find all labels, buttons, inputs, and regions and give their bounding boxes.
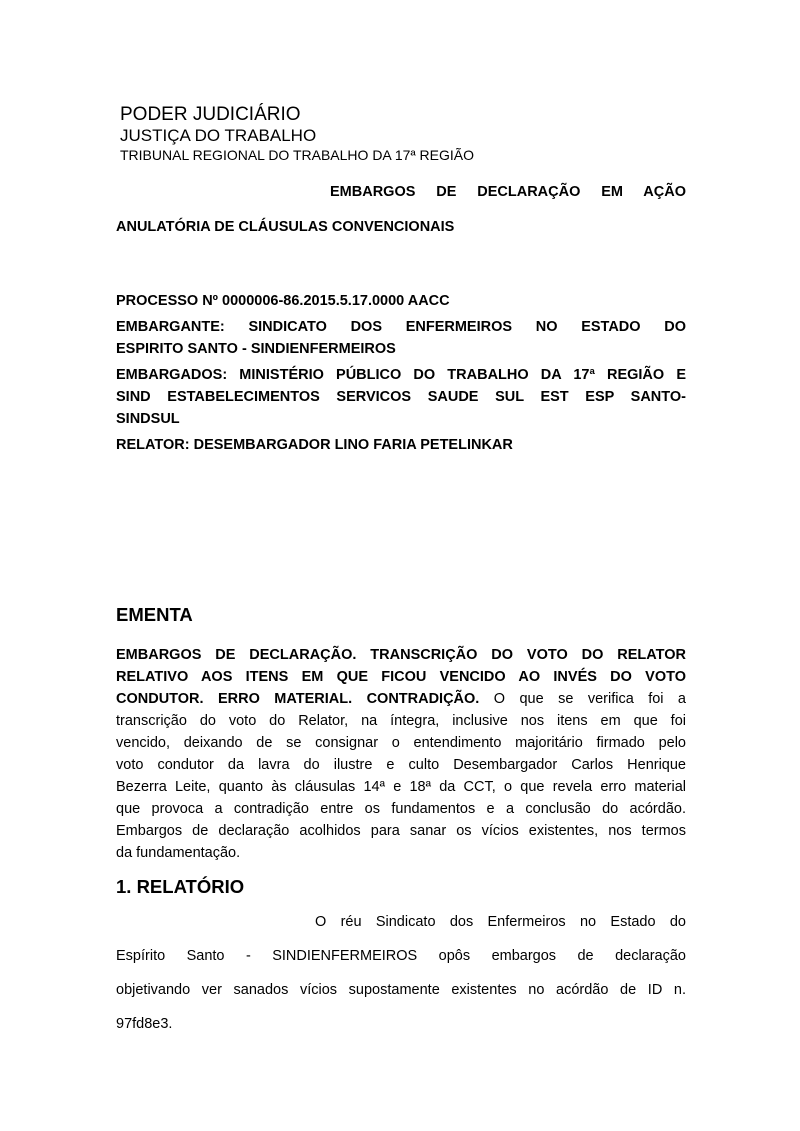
ementa-heading: EMENTA — [116, 604, 193, 625]
relator: RELATOR: DESEMBARGADOR LINO FARIA PETELINKAR — [116, 437, 513, 453]
ementa-line: RELATIVO AOS ITENS EM QUE FICOU VENCIDO AO INVÉS DO VOTO — [116, 669, 686, 685]
relatorio-heading: 1. RELATÓRIO — [116, 876, 245, 897]
ementa-line: Bezerra Leite, quanto às cláusulas 14ª e 18ª da CCT, o que revela erro material — [116, 779, 686, 795]
header-tribunal: TRIBUNAL REGIONAL DO TRABALHO DA 17ª REGIÃO — [120, 147, 474, 163]
ementa-line-rest: O que se verifica foi a — [479, 691, 686, 707]
relatorio-line: objetivando ver sanados vícios supostamente existentes no acórdão de ID n. — [116, 982, 686, 998]
ementa-line: EMBARGOS DE DECLARAÇÃO. TRANSCRIÇÃO DO VOTO DO RELATOR — [116, 647, 686, 663]
ementa-line: que provoca a contradição entre os fundamentos e a conclusão do acórdão. — [116, 801, 686, 817]
ementa-line: voto condutor da lavra do ilustre e culto Desembargador Carlos Henrique — [116, 757, 686, 773]
document-title-line-1: EMBARGOS DE DECLARAÇÃO EM AÇÃO — [330, 184, 686, 200]
ementa-line: Embargos de declaração acolhidos para sanar os vícios existentes, nos termos — [116, 823, 686, 839]
embargante-line-2: ESPIRITO SANTO - SINDIENFERMEIROS — [116, 341, 396, 357]
document-title-line-2: ANULATÓRIA DE CLÁUSULAS CONVENCIONAIS — [116, 219, 455, 235]
ementa-line — [116, 688, 686, 710]
header-poder-judiciario: PODER JUDICIÁRIO — [120, 104, 301, 125]
ementa-line-bold: CONDUTOR. ERRO MATERIAL. CONTRADIÇÃO. — [116, 691, 480, 707]
embargados-line-1: EMBARGADOS: MINISTÉRIO PÚBLICO DO TRABALHO DA 17ª REGIÃO E — [116, 367, 686, 383]
ementa-line: vencido, deixando de se consignar o entendimento majoritário firmado pelo — [116, 735, 686, 751]
ementa-line: da fundamentação. — [116, 845, 241, 861]
header-justica-do-trabalho: JUSTIÇA DO TRABALHO — [120, 126, 317, 145]
relatorio-line: 97fd8e3. — [116, 1016, 173, 1032]
relatorio-line: O réu Sindicato dos Enfermeiros no Estado do — [315, 914, 686, 930]
embargados-line-2: SIND ESTABELECIMENTOS SERVICOS SAUDE SUL EST ESP SANTO- — [116, 389, 686, 405]
relatorio-line: Espírito Santo - SINDIENFERMEIROS opôs embargos de declaração — [116, 948, 686, 964]
processo-number: PROCESSO Nº 0000006-86.2015.5.17.0000 AACC — [116, 293, 450, 309]
embargante-line-1: EMBARGANTE: SINDICATO DOS ENFERMEIROS NO ESTADO DO — [116, 319, 686, 335]
ementa-line: transcrição do voto do Relator, na íntegra, inclusive nos itens em que foi — [116, 713, 686, 729]
embargados-line-3: SINDSUL — [116, 411, 180, 427]
